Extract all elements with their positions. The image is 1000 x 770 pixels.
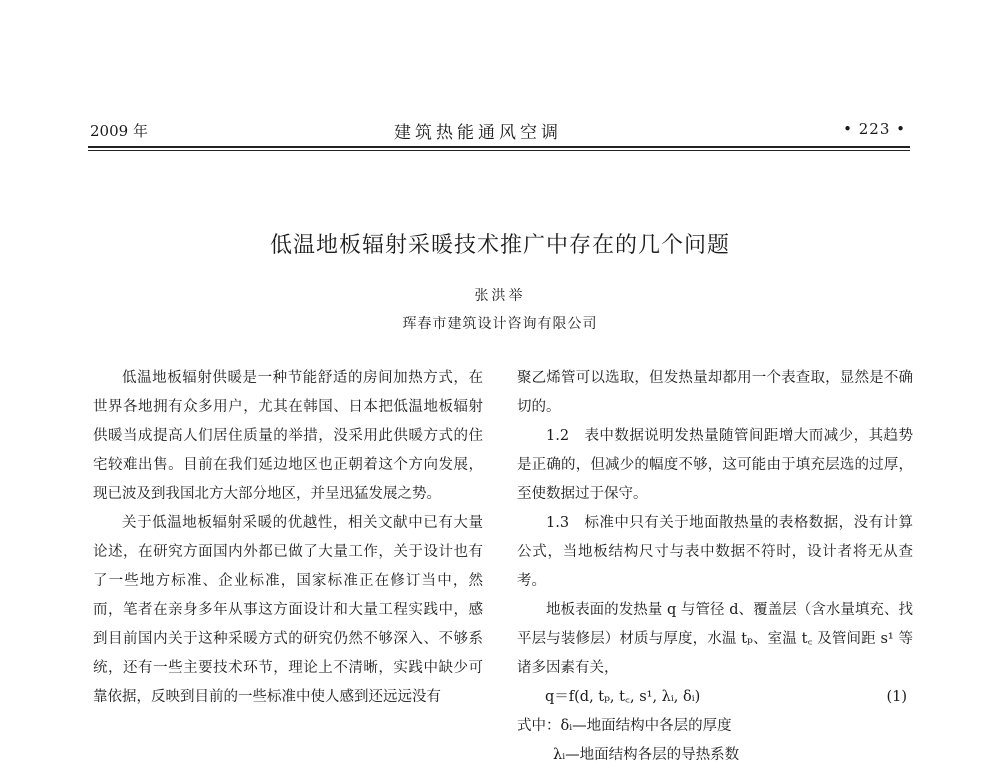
paragraph: 地板表面的发热量 q 与管径 d、覆盖层（含水量填充、找平层与装修层）材质与厚度，水温 tₚ、室温 t꜀ 及管间距 s¹ 等诸多因素有关， <box>517 602 913 676</box>
left-column <box>93 364 483 712</box>
header-journal-name: 建筑热能通风空调 <box>394 123 562 143</box>
paragraph: 1.3 标准中只有关于地面散热量的表格数据，没有计算公式，当地板结构尺寸与表中数据不符时，设计者将无从查考。 <box>517 515 913 589</box>
header-rule-thick <box>88 146 910 148</box>
equation-expression: q＝f(d, tₚ, t꜀, s¹, λᵢ, δᵢ) <box>545 689 701 705</box>
variable-definition: λᵢ—地面结构各层的导热系数 <box>553 747 740 763</box>
running-header <box>90 118 908 144</box>
header-year: 2009 年 <box>90 122 148 140</box>
paragraph: 1.2 表中数据说明发热量随管间距增大而减少，其趋势是正确的，但减少的幅度不够，这可能由于填充层选的过厚，至使数据过于保守。 <box>517 428 913 502</box>
article-author: 张洪举 <box>474 288 526 304</box>
right-column <box>517 364 913 770</box>
header-page-number: • 223 • <box>843 120 906 138</box>
header-rule-thin <box>88 150 910 151</box>
paragraph: 低温地板辐射供暖是一种节能舒适的房间加热方式，在世界各地拥有众多用户，尤其在韩国、日本把低温地板辐射供暖当成提高人们居住质量的举措，没采用此供暖方式的住宅较难出售。目前在我们延边地区也正朝着这个方向发展，现已波及到我国北方大部分地区，并呈迅猛发展之势。 <box>93 370 483 502</box>
equation-number: (1) <box>886 689 907 705</box>
paragraph: 聚乙烯管可以选取，但发热量却都用一个表查取，显然是不确切的。 <box>517 370 913 415</box>
variable-definition: 式中：δᵢ—地面结构中各层的厚度 <box>517 718 732 734</box>
equation <box>517 683 913 712</box>
article-affiliation: 珲春市建筑设计咨询有限公司 <box>402 316 598 332</box>
paragraph: 关于低温地板辐射采暖的优越性，相关文献中已有大量论述，在研究方面国内外都已做了大量工作，关于设计也有了一些地方标准、企业标准，国家标准正在修订当中，然而，笔者在亲身多年从事这方面设计和大量工程实践中，感到目前国内关于这种采暖方式的研究仍然不够深入、不够系统，还有一些主要技术环节，理论上不清晰，实践中缺少可靠依据，反映到目前的一些标准中使人感到还远远没有 <box>93 515 483 705</box>
article-title: 低温地板辐射采暖技术推广中存在的几个问题 <box>269 233 730 258</box>
